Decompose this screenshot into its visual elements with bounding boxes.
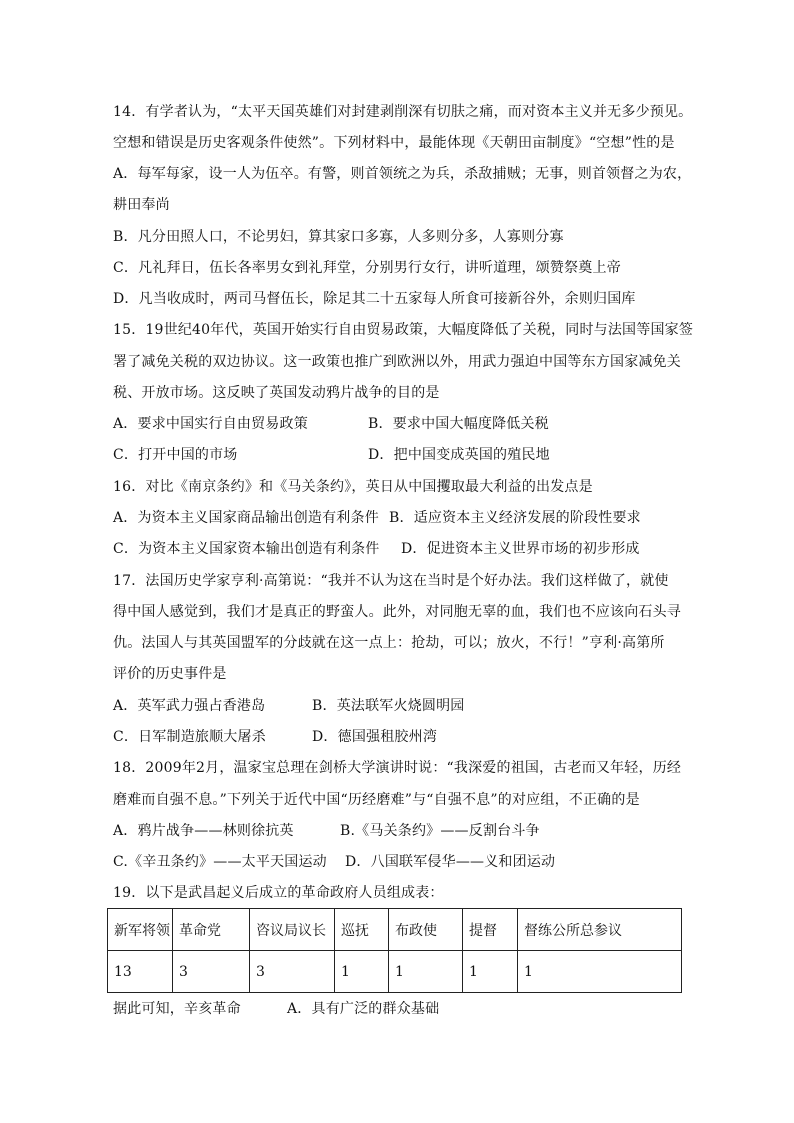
table-cell: 1 bbox=[518, 951, 682, 993]
q19-option-a: A．具有广泛的群众基础 bbox=[287, 1001, 440, 1017]
q14-option-d: D．凡当收成时，两司马督伍长，除足其二十五家每人所食可接新谷外，余则归国库 bbox=[113, 291, 636, 307]
q17-stem-line-1: 17．法国历史学家亨利·高第说：“我并不认为这在当时是个好办法。我们这样做了，就使 bbox=[113, 573, 669, 589]
q18-stem-line-1: 18．2009年2月，温家宝总理在剑桥大学演讲时说：“我深爱的祖国，古老而又年轻，历经 bbox=[113, 760, 682, 776]
table-header-cell: 布政使 bbox=[389, 909, 463, 951]
q17-stem-line-2: 得中国人感觉到，我们才是真正的野蛮人。此外，对同胞无辜的血，我们也不应该向石头寻 bbox=[113, 604, 681, 620]
q19-conclusion: 据此可知，辛亥革命 bbox=[113, 1001, 241, 1017]
q14-stem-line-1: 14．有学者认为，“太平天国英雄们对封建剥削深有切肤之痛，而对资本主义并无多少预见。 bbox=[113, 104, 693, 120]
table-cell: 1 bbox=[389, 951, 463, 993]
table-header-row bbox=[108, 909, 682, 951]
q18-option-b: B.《马关条约》——反割台斗争 bbox=[340, 823, 540, 839]
q15-stem-line-1: 15．19世纪40年代，英国开始实行自由贸易政策，大幅度降低了关税，同时与法国等国家签 bbox=[113, 322, 694, 338]
q14-option-a-cont: 耕田奉尚 bbox=[113, 197, 170, 213]
q14-option-b: B．凡分田照人口，不论男妇，算其家口多寡，人多则分多，人寡则分寡 bbox=[113, 229, 564, 245]
personnel-table bbox=[107, 908, 682, 993]
table-header-cell: 革命党 bbox=[173, 909, 250, 951]
q16-option-b: B．适应资本主义经济发展的阶段性要求 bbox=[389, 510, 641, 526]
q17-option-a: A．英军武力强占香港岛 bbox=[113, 698, 266, 714]
q15-option-b: B．要求中国大幅度降低关税 bbox=[368, 416, 549, 432]
q15-options-row-1 bbox=[113, 414, 549, 434]
q14-option-a: A．每军每家，设一人为伍卒。有警，则首领统之为兵，杀敌捕贼；无事，则首领督之为农， bbox=[113, 166, 692, 182]
q17-option-b: B．英法联军火烧圆明园 bbox=[312, 698, 465, 714]
q16-option-d: D．促进资本主义世界市场的初步形成 bbox=[401, 541, 640, 557]
q15-option-a: A．要求中国实行自由贸易政策 bbox=[113, 416, 308, 432]
q19-conclusion-row bbox=[113, 999, 440, 1019]
table-cell: 1 bbox=[463, 951, 518, 993]
table-header-cell: 巡抚 bbox=[335, 909, 389, 951]
q15-stem-line-2: 署了减免关税的双边协议。这一政策也推广到欧洲以外，用武力强迫中国等东方国家减免关 bbox=[113, 354, 681, 370]
q16-options-row-1 bbox=[113, 508, 641, 528]
q19-stem: 19．以下是武昌起义后成立的革命政府人员组成表： bbox=[113, 885, 444, 901]
q17-option-c: C．日军制造旅顺大屠杀 bbox=[113, 729, 266, 745]
table-cell: 3 bbox=[173, 951, 250, 993]
q15-option-d: D．把中国变成英国的殖民地 bbox=[368, 447, 550, 463]
q18-options-row-2 bbox=[113, 852, 556, 872]
q17-options-row-2 bbox=[113, 727, 438, 747]
q16-option-a: A．为资本主义国家商品输出创造有利条件 bbox=[113, 510, 379, 526]
q15-options-row-2 bbox=[113, 445, 550, 465]
q17-stem-line-4: 评价的历史事件是 bbox=[113, 666, 227, 682]
q18-stem-line-2: 磨难而自强不息。”下列关于近代中国“历经磨难”与“自强不息”的对应组，不正确的是 bbox=[113, 792, 640, 808]
q17-option-d: D．德国强租胶州湾 bbox=[312, 729, 438, 745]
q16-stem: 16．对比《南京条约》和《马关条约》，英日从中国攫取最大利益的出发点是 bbox=[113, 479, 593, 495]
q15-stem-line-3: 税、开放市场。这反映了英国发动鸦片战争的目的是 bbox=[113, 385, 440, 401]
q18-option-a: A．鸦片战争——林则徐抗英 bbox=[113, 823, 294, 839]
table-header-cell: 新军将领 bbox=[108, 909, 173, 951]
q14-stem-line-2: 空想和错误是历史客观条件使然”。下列材料中，最能体现《天朝田亩制度》“空想”性的是 bbox=[113, 135, 675, 151]
q16-option-c: C．为资本主义国家资本输出创造有利条件 bbox=[113, 541, 380, 557]
q17-stem-line-3: 仇。法国人与其英国盟军的分歧就在这一点上：抢劫，可以；放火，不行！”亨利·高第所 bbox=[113, 635, 665, 651]
q17-options-row-1 bbox=[113, 696, 465, 716]
table-cell: 3 bbox=[250, 951, 335, 993]
table-header-cell: 提督 bbox=[463, 909, 518, 951]
table-header-cell: 咨议局议长 bbox=[250, 909, 335, 951]
table-cell: 1 bbox=[335, 951, 389, 993]
q16-options-row-2 bbox=[113, 539, 640, 559]
q14-option-c: C．凡礼拜日，伍长各率男女到礼拜堂，分别男行女行，讲听道理，颂赞祭奠上帝 bbox=[113, 260, 621, 276]
table-header-cell: 督练公所总参议 bbox=[518, 909, 682, 951]
q18-option-d: D．八国联军侵华——义和团运动 bbox=[345, 854, 556, 870]
q15-option-c: C．打开中国的市场 bbox=[113, 447, 238, 463]
table-row bbox=[108, 951, 682, 993]
q18-option-c: C.《辛丑条约》——太平天国运动 bbox=[113, 854, 327, 870]
q18-options-row-1 bbox=[113, 821, 540, 841]
table-cell: 13 bbox=[108, 951, 173, 993]
